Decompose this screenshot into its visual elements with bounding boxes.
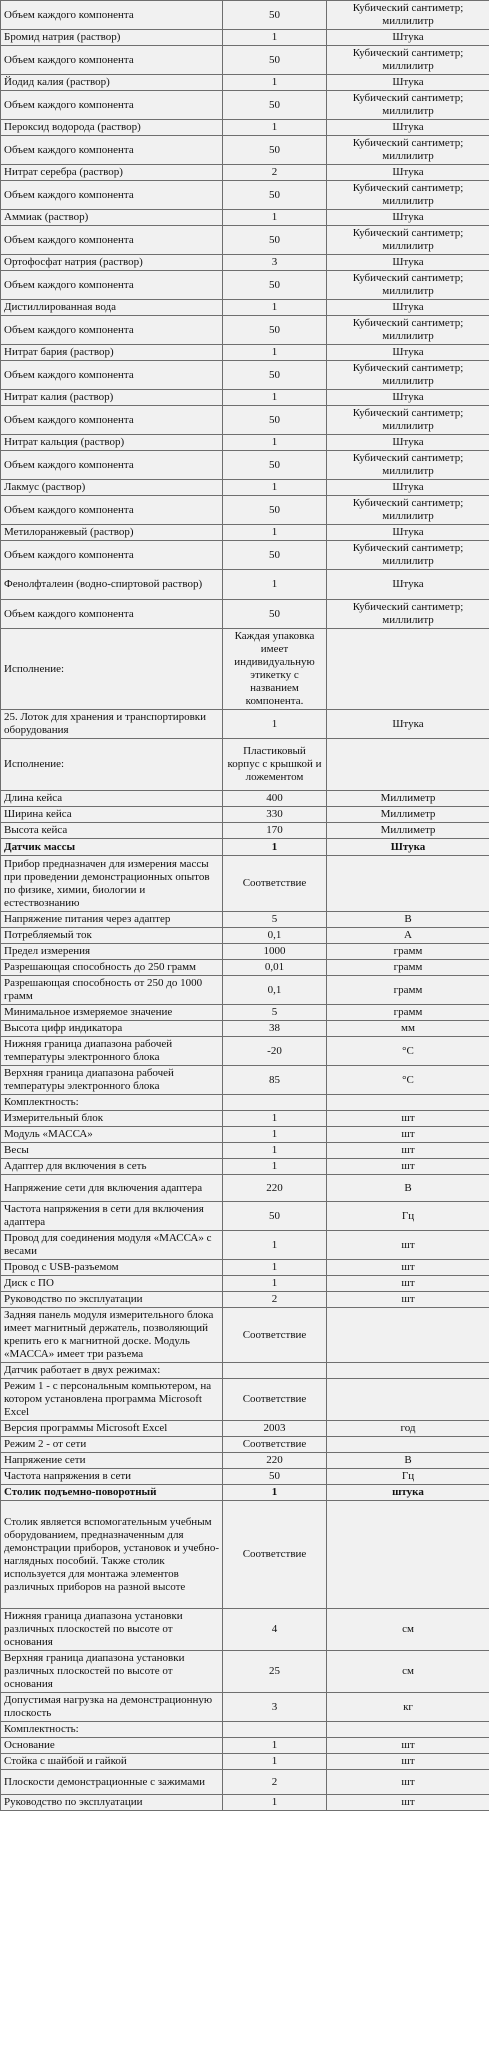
row-value: 50 (223, 496, 327, 525)
row-parameter: Допустимая нагрузка на демонстрационную плоскость (1, 1693, 223, 1722)
specification-table-body (1, 1, 489, 1811)
row-value: 1 (223, 1260, 327, 1276)
table-row (1, 1175, 489, 1202)
row-parameter: Нитрат серебра (раствор) (1, 165, 223, 181)
row-parameter: Комплектность: (1, 1722, 223, 1738)
row-unit: грамм (327, 976, 489, 1005)
table-row (1, 710, 489, 739)
row-unit: шт (327, 1260, 489, 1276)
row-value: 50 (223, 46, 327, 75)
row-value: 1 (223, 30, 327, 46)
row-unit: шт (327, 1754, 489, 1770)
row-value: 50 (223, 316, 327, 345)
row-value: 2 (223, 1292, 327, 1308)
row-value: Соответствие (223, 1379, 327, 1421)
row-parameter: Модуль «МАССА» (1, 1127, 223, 1143)
table-row (1, 1005, 489, 1021)
row-parameter: Напряжение питания через адаптер (1, 912, 223, 928)
row-parameter: Напряжение сети для включения адаптера (1, 1175, 223, 1202)
row-parameter: Напряжение сети (1, 1453, 223, 1469)
row-unit: шт (327, 1143, 489, 1159)
row-unit: грамм (327, 944, 489, 960)
row-parameter: Руководство по эксплуатации (1, 1292, 223, 1308)
row-parameter: Потребляемый ток (1, 928, 223, 944)
row-parameter: Версия программы Microsoft Excel (1, 1421, 223, 1437)
table-row (1, 300, 489, 316)
table-row (1, 976, 489, 1005)
row-unit: Кубический сантиметр; миллилитр (327, 600, 489, 629)
row-value: 1 (223, 120, 327, 136)
row-value: 1 (223, 210, 327, 226)
table-row (1, 1066, 489, 1095)
row-parameter: Высота цифр индикатора (1, 1021, 223, 1037)
row-value: 5 (223, 1005, 327, 1021)
row-parameter: Предел измерения (1, 944, 223, 960)
row-parameter: Провод для соединения модуля «МАССА» с весами (1, 1231, 223, 1260)
row-parameter: Метилоранжевый (раствор) (1, 525, 223, 541)
row-parameter: Объем каждого компонента (1, 271, 223, 300)
table-row (1, 856, 489, 912)
table-row (1, 807, 489, 823)
row-unit: Штука (327, 165, 489, 181)
row-unit: Штука (327, 525, 489, 541)
row-unit: Миллиметр (327, 807, 489, 823)
row-value: Соответствие (223, 1501, 327, 1609)
row-parameter: Объем каждого компонента (1, 136, 223, 165)
row-parameter: Столик является вспомогательным учебным оборудованием, предназначенным для демонстрации приборов, установок и учебно-наглядных пособий. Также столик используется для монтажа элементов различных приборов на разной высоте (1, 1501, 223, 1609)
row-value (223, 1722, 327, 1738)
row-unit: Штука (327, 710, 489, 739)
row-unit: грамм (327, 1005, 489, 1021)
row-parameter: Разрешающая способность от 250 до 1000 грамм (1, 976, 223, 1005)
row-unit: Кубический сантиметр; миллилитр (327, 451, 489, 480)
table-row (1, 480, 489, 496)
row-value: 1 (223, 1231, 327, 1260)
row-parameter: Исполнение: (1, 629, 223, 710)
row-parameter: Датчик массы (1, 839, 223, 856)
row-unit: Штука (327, 839, 489, 856)
row-parameter: Ширина кейса (1, 807, 223, 823)
table-row (1, 210, 489, 226)
row-unit (327, 1437, 489, 1453)
row-value: 38 (223, 1021, 327, 1037)
table-row (1, 1738, 489, 1754)
table-row (1, 1111, 489, 1127)
row-value: 3 (223, 1693, 327, 1722)
row-unit: см (327, 1651, 489, 1693)
row-value (223, 1095, 327, 1111)
row-value: Пластиковый корпус с крышкой и ложементом (223, 739, 327, 791)
row-unit: шт (327, 1111, 489, 1127)
row-unit: шт (327, 1127, 489, 1143)
row-parameter: Пероксид водорода (раствор) (1, 120, 223, 136)
row-value (223, 1363, 327, 1379)
row-value: 1 (223, 1754, 327, 1770)
row-value: 1 (223, 1127, 327, 1143)
row-value: 220 (223, 1453, 327, 1469)
row-unit: шт (327, 1292, 489, 1308)
row-parameter: Весы (1, 1143, 223, 1159)
row-parameter: Нитрат калия (раствор) (1, 390, 223, 406)
table-row (1, 361, 489, 390)
row-unit (327, 739, 489, 791)
row-unit (327, 1308, 489, 1363)
row-parameter: Объем каждого компонента (1, 316, 223, 345)
table-row (1, 960, 489, 976)
row-parameter: Йодид калия (раствор) (1, 75, 223, 91)
row-parameter: Объем каждого компонента (1, 451, 223, 480)
row-value: 4 (223, 1609, 327, 1651)
table-row (1, 1469, 489, 1485)
table-row (1, 1453, 489, 1469)
table-row (1, 1485, 489, 1501)
row-parameter: Руководство по эксплуатации (1, 1795, 223, 1811)
row-unit: Кубический сантиметр; миллилитр (327, 316, 489, 345)
table-row (1, 944, 489, 960)
row-unit: Кубический сантиметр; миллилитр (327, 181, 489, 210)
row-unit: Миллиметр (327, 791, 489, 807)
table-row (1, 1754, 489, 1770)
row-value: 1 (223, 1738, 327, 1754)
row-unit: Штука (327, 210, 489, 226)
row-unit: шт (327, 1276, 489, 1292)
row-value: 50 (223, 91, 327, 120)
row-value: 1 (223, 710, 327, 739)
row-unit: Штука (327, 390, 489, 406)
row-parameter: Объем каждого компонента (1, 181, 223, 210)
table-row (1, 1037, 489, 1066)
row-value: 50 (223, 1, 327, 30)
row-parameter: Стойка с шайбой и гайкой (1, 1754, 223, 1770)
row-parameter: Дистиллированная вода (1, 300, 223, 316)
row-unit: Штука (327, 120, 489, 136)
table-row (1, 271, 489, 300)
table-row (1, 316, 489, 345)
row-unit: Кубический сантиметр; миллилитр (327, 46, 489, 75)
row-parameter: Режим 1 - с персональным компьютером, на котором установлена программа Microsoft Excel (1, 1379, 223, 1421)
row-value: 1 (223, 345, 327, 361)
row-value: 3 (223, 255, 327, 271)
table-row (1, 1292, 489, 1308)
table-row (1, 823, 489, 839)
row-parameter: Аммиак (раствор) (1, 210, 223, 226)
row-unit: А (327, 928, 489, 944)
table-row (1, 91, 489, 120)
row-value: 1 (223, 570, 327, 600)
table-row (1, 912, 489, 928)
row-value: 50 (223, 1469, 327, 1485)
row-parameter: Прибор предназначен для измерения массы при проведении демонстрационных опытов по физике, химии, биологии и естествознанию (1, 856, 223, 912)
row-value: 1 (223, 1111, 327, 1127)
row-parameter: Нитрат кальция (раствор) (1, 435, 223, 451)
row-unit (327, 1722, 489, 1738)
row-unit: Штука (327, 255, 489, 271)
row-unit: Кубический сантиметр; миллилитр (327, 271, 489, 300)
row-unit: °С (327, 1066, 489, 1095)
row-parameter: Объем каждого компонента (1, 361, 223, 390)
row-value: -20 (223, 1037, 327, 1066)
table-row (1, 1202, 489, 1231)
table-row (1, 1159, 489, 1175)
row-value: 2 (223, 165, 327, 181)
table-row (1, 1363, 489, 1379)
row-unit (327, 1363, 489, 1379)
table-row (1, 120, 489, 136)
row-value: 5 (223, 912, 327, 928)
row-unit: кг (327, 1693, 489, 1722)
row-parameter: Ортофосфат натрия (раствор) (1, 255, 223, 271)
row-unit: шт (327, 1738, 489, 1754)
row-unit: шт (327, 1795, 489, 1811)
row-parameter: Объем каждого компонента (1, 46, 223, 75)
row-unit: Миллиметр (327, 823, 489, 839)
row-parameter: Датчик работает в двух режимах: (1, 1363, 223, 1379)
row-parameter: Объем каждого компонента (1, 600, 223, 629)
table-row (1, 136, 489, 165)
row-unit: Штука (327, 570, 489, 600)
row-value: Соответствие (223, 1308, 327, 1363)
table-row (1, 629, 489, 710)
row-unit: Штука (327, 30, 489, 46)
table-row (1, 525, 489, 541)
row-value: 25 (223, 1651, 327, 1693)
table-row (1, 928, 489, 944)
table-row (1, 1260, 489, 1276)
row-value: 1 (223, 390, 327, 406)
row-value: 2 (223, 1770, 327, 1795)
row-value: 50 (223, 600, 327, 629)
table-row (1, 1609, 489, 1651)
row-parameter: Лакмус (раствор) (1, 480, 223, 496)
row-value: 1 (223, 839, 327, 856)
row-unit: °С (327, 1037, 489, 1066)
row-value: 1 (223, 75, 327, 91)
row-unit: Кубический сантиметр; миллилитр (327, 91, 489, 120)
row-value: Соответствие (223, 1437, 327, 1453)
table-row (1, 1379, 489, 1421)
row-parameter: Режим 2 - от сети (1, 1437, 223, 1453)
table-row (1, 739, 489, 791)
table-row (1, 1143, 489, 1159)
row-parameter: Объем каждого компонента (1, 226, 223, 255)
row-parameter: Комплектность: (1, 1095, 223, 1111)
table-row (1, 1231, 489, 1260)
row-parameter: Нижняя граница диапазона установки различных плоскостей по высоте от основания (1, 1609, 223, 1651)
table-row (1, 1795, 489, 1811)
row-unit: Кубический сантиметр; миллилитр (327, 406, 489, 435)
row-parameter: Верхняя граница диапазона установки различных плоскостей по высоте от основания (1, 1651, 223, 1693)
row-value: 1 (223, 1276, 327, 1292)
row-value: 50 (223, 181, 327, 210)
row-parameter: Минимальное измеряемое значение (1, 1005, 223, 1021)
table-row (1, 165, 489, 181)
row-parameter: Объем каждого компонента (1, 406, 223, 435)
row-unit: В (327, 912, 489, 928)
table-row (1, 1021, 489, 1037)
row-unit: Штука (327, 300, 489, 316)
row-value: 1000 (223, 944, 327, 960)
table-row (1, 451, 489, 480)
row-parameter: Нитрат бария (раствор) (1, 345, 223, 361)
row-value: 1 (223, 1143, 327, 1159)
row-value: 170 (223, 823, 327, 839)
row-value: 50 (223, 541, 327, 570)
table-row (1, 1276, 489, 1292)
row-value: 85 (223, 1066, 327, 1095)
row-value: 0,1 (223, 976, 327, 1005)
table-row (1, 1722, 489, 1738)
row-unit: В (327, 1453, 489, 1469)
table-row (1, 1095, 489, 1111)
row-parameter: Верхняя граница диапазона рабочей температуры электронного блока (1, 1066, 223, 1095)
table-row (1, 435, 489, 451)
row-value: 50 (223, 361, 327, 390)
row-parameter: Диск с ПО (1, 1276, 223, 1292)
table-row (1, 406, 489, 435)
row-unit: Кубический сантиметр; миллилитр (327, 496, 489, 525)
row-parameter: Частота напряжения в сети для включения адаптера (1, 1202, 223, 1231)
table-row (1, 1421, 489, 1437)
row-value: 1 (223, 435, 327, 451)
row-unit: год (327, 1421, 489, 1437)
row-value: 330 (223, 807, 327, 823)
row-unit: Кубический сантиметр; миллилитр (327, 1, 489, 30)
row-unit (327, 1095, 489, 1111)
row-value: 400 (223, 791, 327, 807)
row-value: 50 (223, 406, 327, 435)
table-row (1, 75, 489, 91)
row-unit: Штука (327, 75, 489, 91)
table-row (1, 390, 489, 406)
row-unit: шт (327, 1159, 489, 1175)
row-parameter: Объем каждого компонента (1, 496, 223, 525)
table-row (1, 46, 489, 75)
row-unit: мм (327, 1021, 489, 1037)
row-unit: Кубический сантиметр; миллилитр (327, 541, 489, 570)
row-unit: Кубический сантиметр; миллилитр (327, 361, 489, 390)
row-parameter: Длина кейса (1, 791, 223, 807)
row-unit (327, 1379, 489, 1421)
row-parameter: Адаптер для включения в сеть (1, 1159, 223, 1175)
row-value: 1 (223, 525, 327, 541)
row-value: 1 (223, 1795, 327, 1811)
row-parameter: Объем каждого компонента (1, 91, 223, 120)
row-value: 50 (223, 1202, 327, 1231)
row-parameter: Исполнение: (1, 739, 223, 791)
row-parameter: Основание (1, 1738, 223, 1754)
row-parameter: Нижняя граница диапазона рабочей температуры электронного блока (1, 1037, 223, 1066)
table-row (1, 1437, 489, 1453)
row-value: 1 (223, 300, 327, 316)
row-unit: Гц (327, 1202, 489, 1231)
row-unit: грамм (327, 960, 489, 976)
row-value: 0,01 (223, 960, 327, 976)
row-value: 1 (223, 1159, 327, 1175)
table-row (1, 226, 489, 255)
row-unit: штука (327, 1485, 489, 1501)
row-value: Каждая упаковка имеет индивидуальную этикетку с названием компонента. (223, 629, 327, 710)
row-unit: Штука (327, 435, 489, 451)
table-row (1, 600, 489, 629)
row-parameter: Задняя панель модуля измерительного блока имеет магнитный держатель, позволяющий крепить его к магнитной доске. Модуль «МАССА» имеет три разъема (1, 1308, 223, 1363)
row-parameter: Столик подъемно-поворотный (1, 1485, 223, 1501)
row-parameter: Частота напряжения в сети (1, 1469, 223, 1485)
table-row (1, 1693, 489, 1722)
row-value: 50 (223, 226, 327, 255)
table-row (1, 181, 489, 210)
row-value: 1 (223, 480, 327, 496)
row-unit: Кубический сантиметр; миллилитр (327, 136, 489, 165)
row-unit: Гц (327, 1469, 489, 1485)
row-parameter: Бромид натрия (раствор) (1, 30, 223, 46)
row-unit (327, 1501, 489, 1609)
row-value: 1 (223, 1485, 327, 1501)
table-row (1, 1770, 489, 1795)
row-unit: Кубический сантиметр; миллилитр (327, 226, 489, 255)
table-row (1, 541, 489, 570)
row-parameter: Плоскости демонстрационные с зажимами (1, 1770, 223, 1795)
row-parameter: Измерительный блок (1, 1111, 223, 1127)
table-row (1, 1651, 489, 1693)
table-row (1, 1308, 489, 1363)
table-row (1, 791, 489, 807)
table-row (1, 839, 489, 856)
row-unit: шт (327, 1231, 489, 1260)
table-row (1, 496, 489, 525)
row-unit: Штука (327, 480, 489, 496)
row-value: 220 (223, 1175, 327, 1202)
table-row (1, 30, 489, 46)
table-row (1, 345, 489, 361)
table-row (1, 1501, 489, 1609)
row-value: 50 (223, 136, 327, 165)
row-parameter: Объем каждого компонента (1, 1, 223, 30)
row-parameter: Объем каждого компонента (1, 541, 223, 570)
row-parameter: Разрешающая способность до 250 грамм (1, 960, 223, 976)
row-parameter: Высота кейса (1, 823, 223, 839)
row-unit: В (327, 1175, 489, 1202)
row-value: 50 (223, 271, 327, 300)
table-row (1, 1, 489, 30)
table-row (1, 255, 489, 271)
row-unit: см (327, 1609, 489, 1651)
row-parameter: Фенолфталеин (водно-спиртовой раствор) (1, 570, 223, 600)
table-row (1, 1127, 489, 1143)
row-unit (327, 629, 489, 710)
row-parameter: Провод с USB-разъемом (1, 1260, 223, 1276)
row-unit: Штука (327, 345, 489, 361)
row-value: 2003 (223, 1421, 327, 1437)
row-unit: шт (327, 1770, 489, 1795)
row-value: 0,1 (223, 928, 327, 944)
table-row (1, 570, 489, 600)
row-value: 50 (223, 451, 327, 480)
row-unit (327, 856, 489, 912)
row-parameter: 25. Лоток для хранения и транспортировки оборудования (1, 710, 223, 739)
row-value: Соответствие (223, 856, 327, 912)
